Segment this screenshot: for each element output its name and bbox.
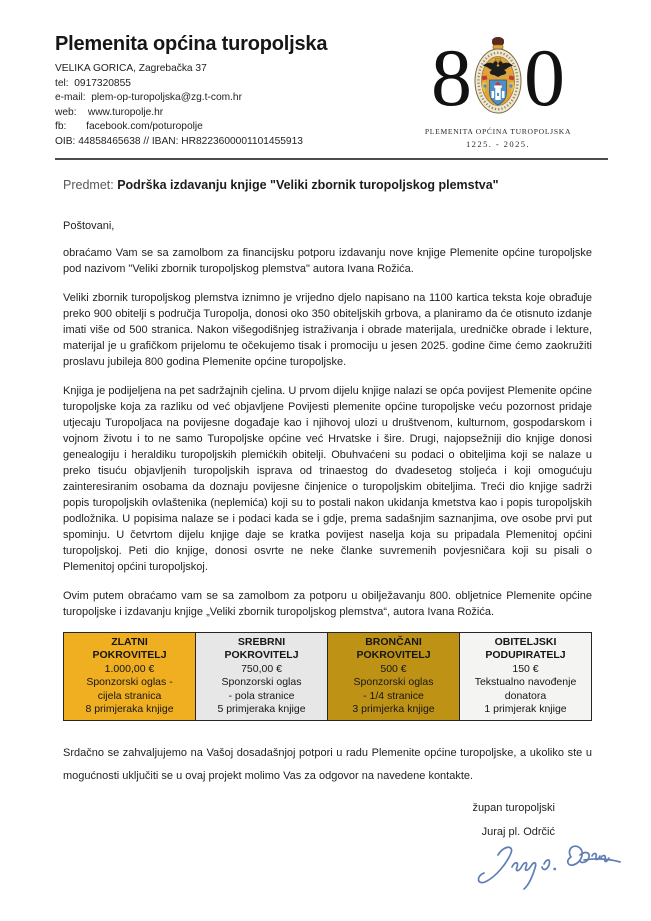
tier-title: BRONČANI [365,636,422,648]
sponsorship-tiers-table [63,632,592,721]
tier-price: 750,00 € [241,662,282,675]
oib-iban-line: OIB: 44858465638 // IBAN: HR8223600001101455913 [55,135,303,147]
tier-title: POKROVITELJ [356,649,431,662]
subject-line [63,178,592,192]
tier-cell-srebrni [196,633,328,721]
tier-desc: Sponzorski oglas [221,676,302,689]
address-line: VELIKA GORICA, Zagrebačka 37 [55,63,207,74]
tier-desc: Tekstualno navođenje [474,676,577,689]
anniversary-logo [413,32,583,149]
facebook-line: fb: facebook.com/poturopolje [55,121,203,133]
tier-desc: cijela stranica [97,689,162,702]
salutation: Poštovani, [63,220,115,232]
tier-desc: - pola stranice [228,689,295,702]
paragraph-2: Veliki zbornik turopoljskog plemstva iznimno je vrijedno djelo napisano na 1100 kartica teksta koje obrađuje preko 900 obitelji s područja Turopolja, donosi oko 350 obiteljskih grbova, a planiramo da će otisnuto izdanje imati više od 500 stranica. Nakon višegodišnjeg istraživanja i obrade materijala, uredničke obrade i lekture, materijal je u grafičkom prijelomu te očekujemo tisak i promociju u jesen 2025. godine čime ćemo zaokružiti proslavu jubileja 800 godina Plemenite općine turopoljske. [63,292,592,368]
paragraph-1: obraćamo Vam se sa zamolbom za financijsku potporu izdavanju nove knjige Plemenite općine turopoljske pod nazivom "Veliki zbornik turopoljskog plemstva" autora Ivana Rožića. [63,247,592,275]
tier-title: SREBRNI [237,636,286,648]
handwritten-signature-icon [468,841,630,897]
tier-copies: 8 primjeraka knjige [85,703,174,716]
signoff-block [63,802,592,838]
tier-desc: Sponzorski oglas [353,676,434,689]
logo-digit-0: 0 [524,32,565,123]
tier-title: OBITELJSKI [494,636,557,648]
logo-800 [413,32,583,123]
tier-copies: 3 primjerka knjige [352,703,435,716]
letter-body [63,178,592,838]
logo-years: 1225. - 2025. [465,139,531,149]
tier-price: 150 € [512,662,539,675]
paragraph-3: Knjiga je podijeljena na pet sadržajnih cjelina. U prvom dijelu knjige nalazi se opća povijest Plemenite općine turopoljske koja za razliku od već objavljene Povijesti plemenite općine turopoljske veću pozornost pridaje utjecaju Turopoljaca na povijesne događaje kao i njihovoj ulozi u društvenom, kulturnom, gospodarskom i vojnom životu i to ne samo Turopoljske općine već Hrvatske i šire. Drugi, najopsežniji dio knjige donosi genealogiju i heraldiku turopoljskih plemićkih obitelji. Obuhvaćeni su podaci o obiteljima koji se nalaze u preko tisuću objavljenih turopoljskih isprava od trinaestog do dvadesetog stoljeća i koji omogućuju zainteresiranim osobama da doznaju povijesne činjenice o turopoljskim obiteljima. Treći dio knjige sadrži popis turopoljskih ovlaštenika (neplemića) koji su to postali nakon ukidanja kmetstva kao i popis turopoljskih podložnika. U popisima nalaze se i podaci kada se i gdje, prema sadašnjim saznanjima, ove osobe prvi put spominju. U četvrtom dijelu knjige daje se kratka povijest naselja koja su pripadala Plemenitoj općini turopoljskoj. Peti dio knjige, donosi osvrte ne neke članke suvremenih povjesničara koji su pisali o Plemenitoj općini turopoljskoj. [63,385,592,573]
subject-text: Podrška izdavanju knjige "Veliki zbornik turopoljskog plemstva" [117,178,499,192]
subject-label: Predmet: [63,178,114,192]
tier-desc: - 1/4 stranice [363,689,424,702]
tier-cell-obiteljski [460,633,592,721]
tier-title: PODUPIRATELJ [485,649,566,662]
tier-cell-zlatni [64,633,196,721]
header-divider [55,158,608,160]
logo-caption: PLEMENITA OPĆINA TUROPOLJSKA [424,127,572,136]
logo-digit-8: 8 [431,32,472,123]
web-line: web: www.turopolje.hr [55,106,164,118]
org-name: Plemenita općina turopoljska [55,33,328,55]
signoff-role: župan turopoljski [472,802,555,815]
closing-paragraph: Srdačno se zahvaljujemo na Vašoj dosadašnjoj potpori u radu Plemenite općine turopoljske, a ukoliko ste u mogućnosti uključiti se u ovaj projekt molimo Vas za odgovor na navedene kontakte. [63,747,592,783]
signoff-name: Juraj pl. Odrčić [481,826,555,839]
tier-price: 500 € [380,662,407,675]
tier-price: 1.000,00 € [104,662,155,675]
table-row [64,633,592,721]
tier-title: POKROVITELJ [224,649,299,662]
coat-of-arms-icon [474,36,522,116]
tier-title: ZLATNI [111,636,148,648]
email-line: e-mail: plem-op-turopoljska@zg.t-com.hr [55,92,242,104]
phone-line: tel: 0917320855 [55,77,131,89]
letterhead [55,33,327,150]
paragraph-4: Ovim putem obraćamo vam se sa zamolbom za potporu u obilježavanju 800. obljetnice Plemenite općine turopoljske i izdavanju knjige „Veliki zbornik turopoljskog plemstva“, autora Ivana Rožića. [63,590,592,618]
tier-title: POKROVITELJ [92,649,167,662]
tier-cell-broncani [328,633,460,721]
tier-copies: 5 primjeraka knjige [217,703,306,716]
tier-copies: 1 primjerak knjige [484,703,567,716]
tier-desc: Sponzorski oglas - [86,676,173,689]
tier-desc: donatora [504,689,547,702]
